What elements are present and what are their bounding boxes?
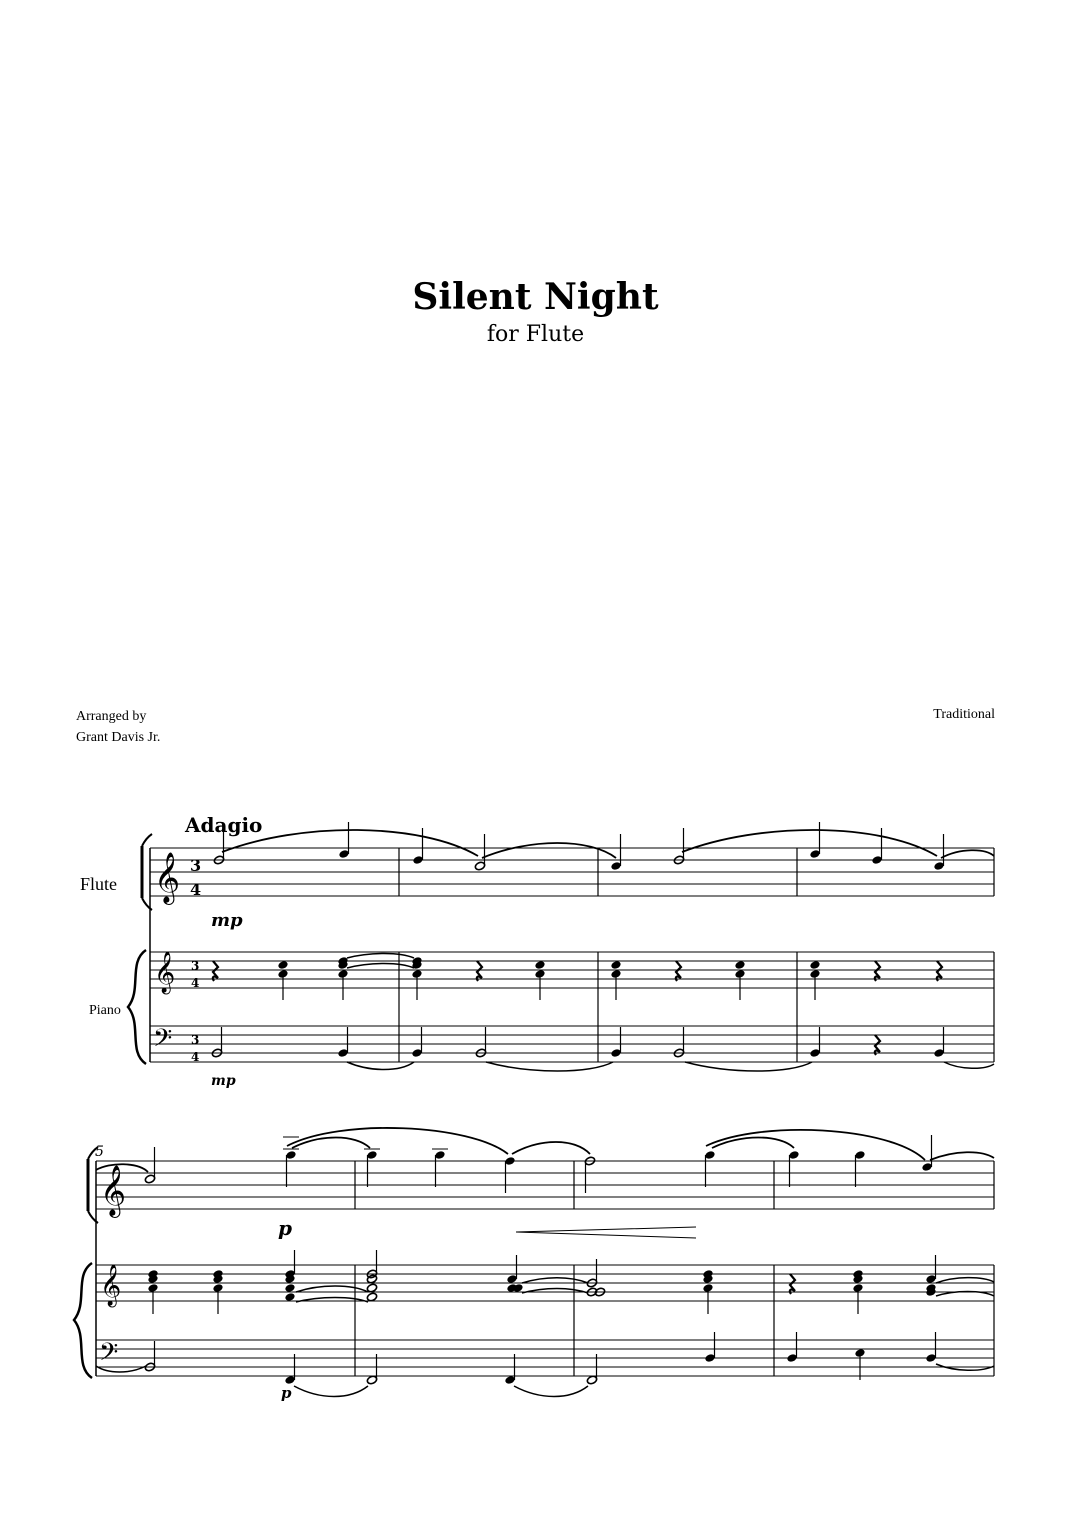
svg-text:4: 4 — [191, 976, 200, 990]
piece-title: Silent Night — [412, 276, 659, 318]
treble-clef-icon: 𝄞 — [100, 1265, 122, 1306]
svg-text:3: 3 — [191, 1033, 200, 1047]
composer-credit: Traditional — [933, 707, 995, 722]
svg-text:4: 4 — [191, 1050, 200, 1064]
treble-clef-icon: 𝄞 — [154, 852, 181, 903]
piano-brace — [74, 1263, 92, 1378]
barlines — [355, 1161, 994, 1376]
flute-slurs — [222, 830, 994, 858]
piece-subtitle: for Flute — [486, 322, 585, 347]
crescendo-hairpin — [516, 1227, 696, 1238]
piano-treble-staff — [150, 952, 994, 988]
flute-slurs — [96, 1128, 994, 1172]
dynamic-mp: mp — [211, 1073, 236, 1089]
time-signature — [190, 856, 201, 1064]
svg-text:3: 3 — [190, 856, 202, 875]
piano-label: Piano — [89, 1003, 121, 1018]
dynamic-p: p — [278, 1216, 292, 1240]
tempo-marking: Adagio — [185, 813, 263, 837]
bass-ties — [347, 1062, 994, 1071]
treble-clef-icon: 𝄞 — [100, 1165, 127, 1216]
piano-brace — [128, 950, 146, 1064]
bass-clef-icon: 𝄢 — [99, 1338, 119, 1373]
system-1 — [80, 813, 994, 1089]
barlines — [399, 848, 994, 1062]
dynamic-p: p — [281, 1384, 292, 1402]
arranger-name: Grant Davis Jr. — [76, 730, 161, 745]
svg-text:3: 3 — [191, 959, 200, 973]
measure-number: 5 — [95, 1144, 104, 1160]
treble-clef-icon: 𝄞 — [154, 952, 176, 993]
arranger-label: Arranged by — [76, 709, 147, 724]
piano-bass-staff — [96, 1340, 994, 1376]
bass-ties — [96, 1364, 994, 1397]
bass-clef-icon: 𝄢 — [153, 1024, 173, 1059]
piano-treble-notes — [213, 956, 942, 1000]
piano-bass-staff — [150, 1026, 994, 1062]
system-2 — [74, 1128, 994, 1402]
flute-notes — [213, 822, 944, 871]
dynamic-mp: mp — [211, 910, 243, 931]
piano-treble-notes — [147, 1250, 936, 1314]
flute-staff — [150, 848, 994, 896]
flute-staff — [96, 1161, 994, 1209]
flute-label: Flute — [80, 874, 118, 894]
svg-text:4: 4 — [190, 880, 202, 899]
